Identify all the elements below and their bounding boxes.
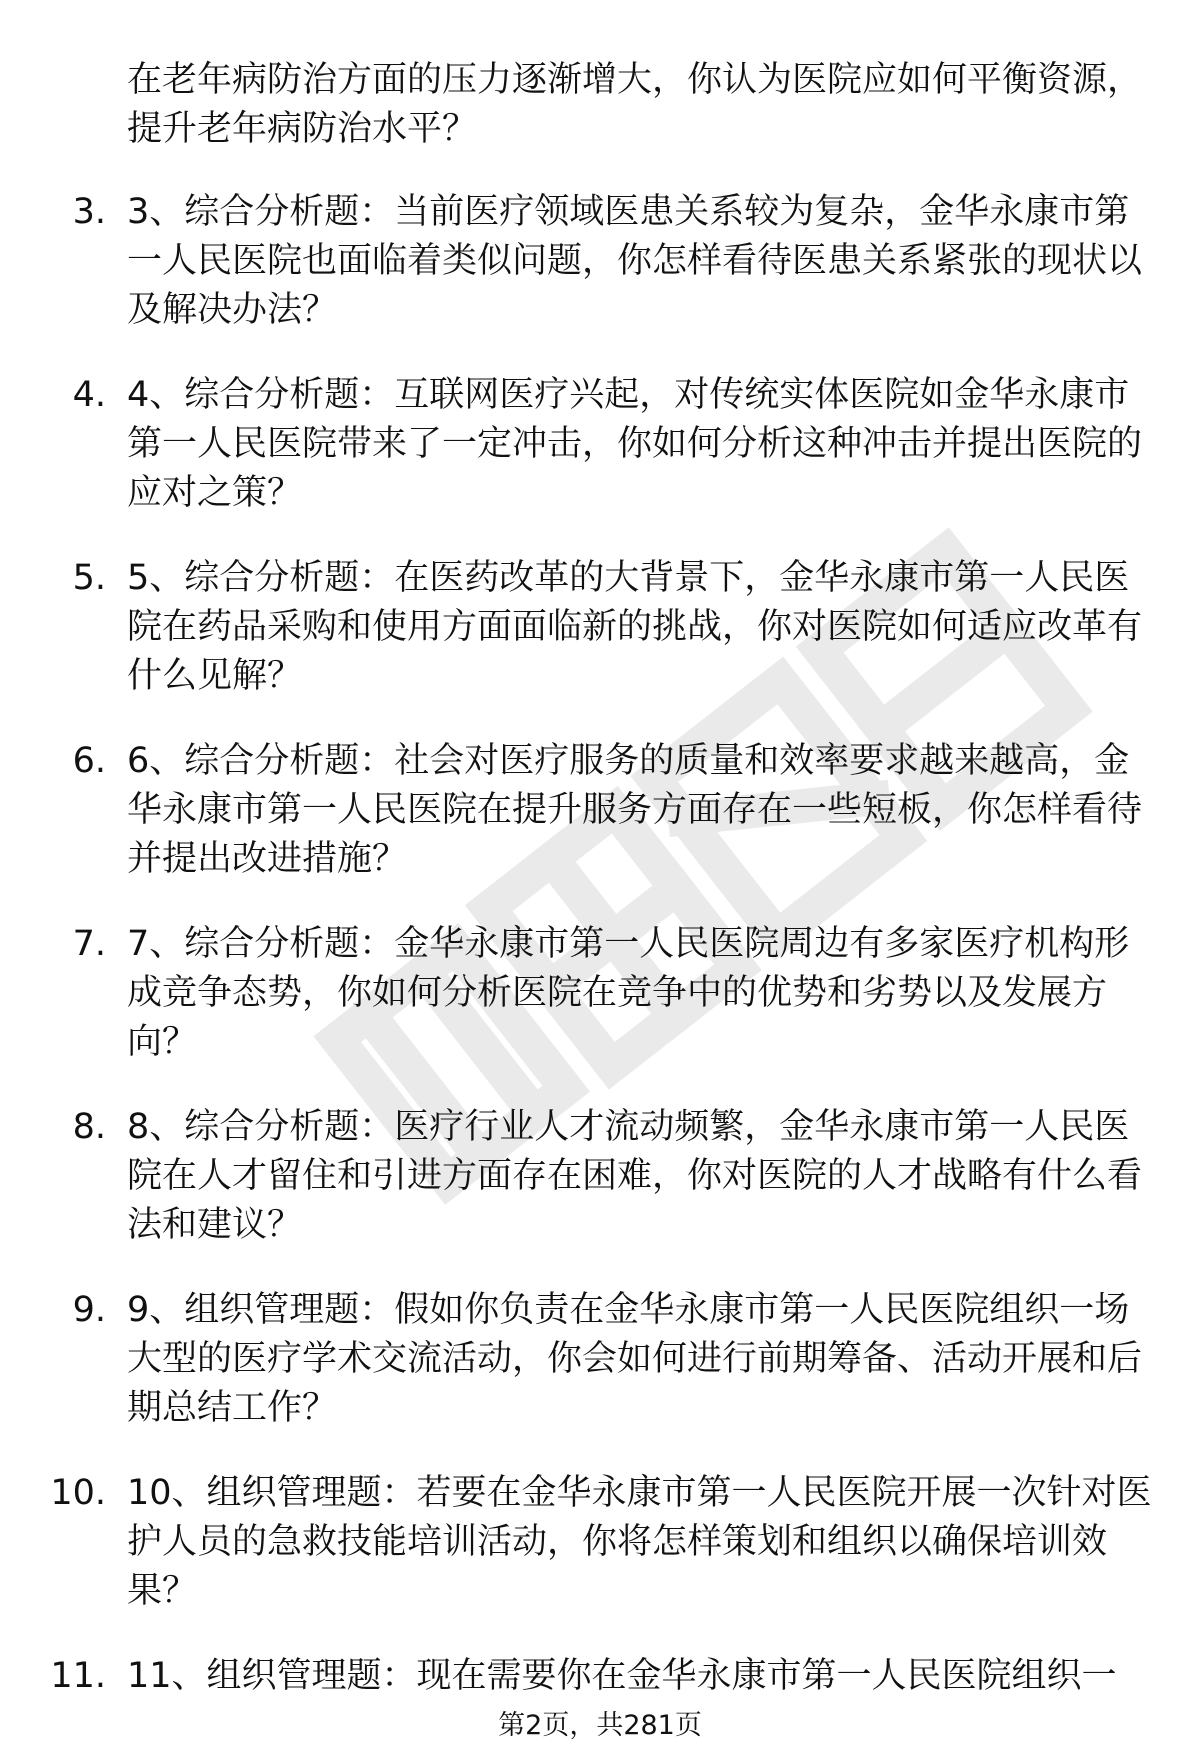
question-item: [0, 188, 1200, 335]
page-footer: 第2页，共281页: [498, 1710, 702, 1741]
question-item: [0, 554, 1200, 701]
question-item: [0, 1469, 1200, 1616]
question-number: 9.: [72, 1290, 106, 1330]
question-number: 7.: [72, 924, 106, 964]
question-text: 5、综合分析题：在医药改革的大背景下，金华永康市第一人民医院在药品采购和使用方面面临新的挑战，你对医院如何适应改革有什么见解？: [127, 558, 1143, 696]
question-text: 7、综合分析题：金华永康市第一人民医院周边有多家医疗机构形成竞争态势，你如何分析医院在竞争中的优势和劣势以及发展方向？: [127, 924, 1130, 1062]
question-number: 3.: [72, 192, 106, 232]
question-text: 6、综合分析题：社会对医疗服务的质量和效率要求越来越高，金华永康市第一人民医院在提升服务方面存在一些短板，你怎样看待并提出改进措施？: [127, 741, 1143, 879]
question-text: 9、组织管理题：假如你负责在金华永康市第一人民医院组织一场大型的医疗学术交流活动，你会如何进行前期筹备、活动开展和后期总结工作？: [127, 1290, 1143, 1428]
continuation-text: 在老年病防治方面的压力逐渐增大，你认为医院应如何平衡资源，提升老年病防治水平？: [127, 60, 1143, 149]
question-text: 8、综合分析题：医疗行业人才流动频繁，金华永康市第一人民医院在人才留住和引进方面存在困难，你对医院的人才战略有什么看法和建议？: [127, 1107, 1143, 1245]
question-item: [0, 371, 1200, 518]
question-item: [0, 1286, 1200, 1433]
question-number: 5.: [72, 558, 106, 598]
question-item: [0, 920, 1200, 1067]
question-number: 8.: [72, 1107, 106, 1147]
question-text: 3、综合分析题：当前医疗领域医患关系较为复杂，金华永康市第一人民医院也面临着类似问题，你怎样看待医患关系紧张的现状以及解决办法？: [127, 192, 1143, 330]
question-number: 6.: [72, 741, 106, 781]
question-item: [0, 737, 1200, 884]
question-list: [0, 188, 1200, 1737]
question-text: 10、组织管理题：若要在金华永康市第一人民医院开展一次针对医护人员的急救技能培训活动，你将怎样策划和组织以确保培训效果？: [127, 1473, 1152, 1611]
question-number: 4.: [72, 375, 106, 415]
question-text: 11、组织管理题：现在需要你在金华永康市第一人民医院组织一: [127, 1656, 1117, 1696]
question-text: 4、综合分析题：互联网医疗兴起，对传统实体医院如金华永康市第一人民医院带来了一定冲击，你如何分析这种冲击并提出医院的应对之策？: [127, 375, 1143, 513]
question-number: 11.: [50, 1656, 106, 1696]
question-item: [0, 1103, 1200, 1250]
question-item: [0, 1652, 1200, 1701]
question-number: 10.: [50, 1473, 106, 1513]
